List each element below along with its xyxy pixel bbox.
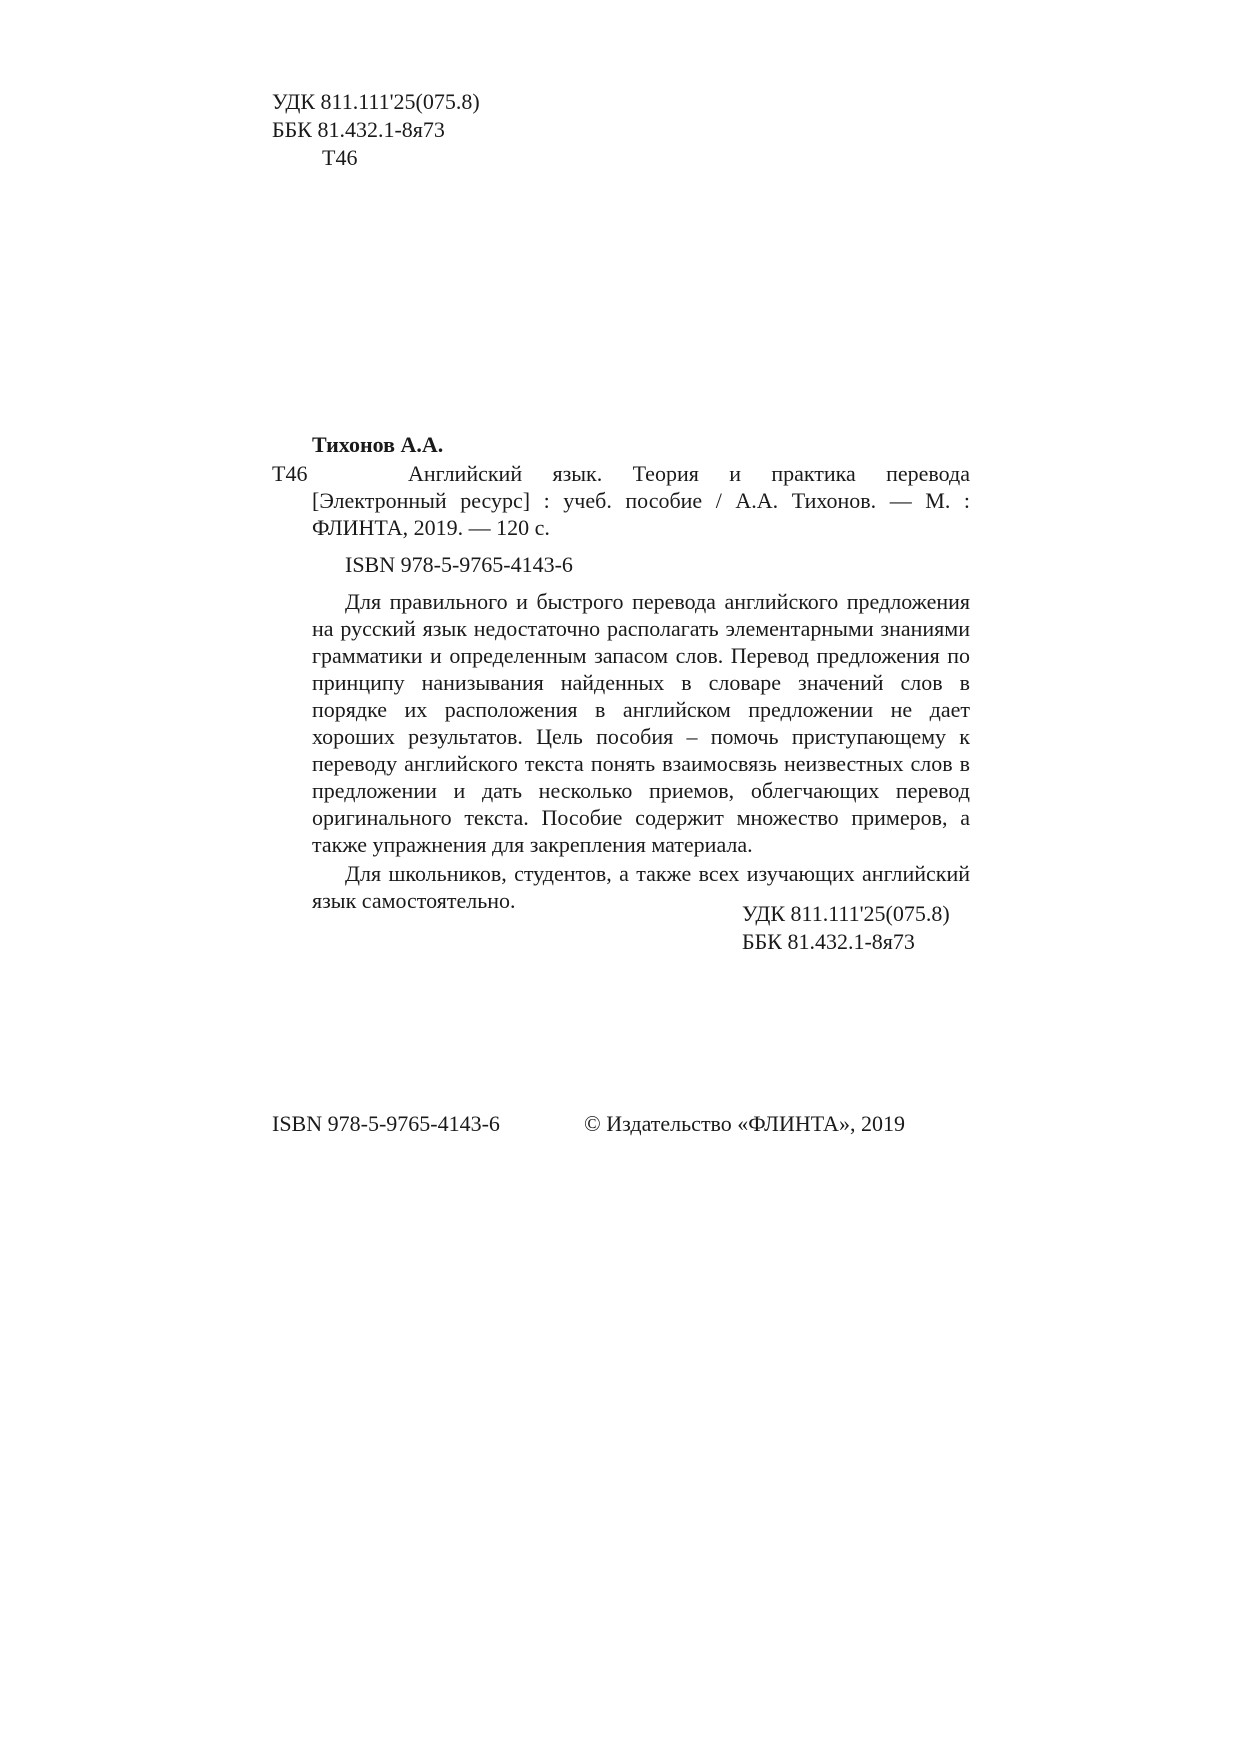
record-isbn: ISBN 978-5-9765-4143-6 (345, 552, 573, 577)
bibliographic-record (312, 460, 970, 914)
footer-isbn: ISBN 978-5-9765-4143-6 (272, 1111, 500, 1136)
author-mark-left: Т46 (272, 461, 308, 486)
bbk-code-bottom: ББК 81.432.1-8я73 (742, 929, 915, 954)
footer-copyright: © Издательство «ФЛИНТА», 2019 (584, 1111, 905, 1136)
title-description: Английский язык. Теория и практика перевода [Электронный ресурс] : учеб. пособие / А.А. Тихонов. — М. : ФЛИНТА, 2019. — 120 с. (312, 461, 970, 540)
audience-note: Для школьников, студентов, а также всех изучающих английский язык самостоятельно. (312, 861, 970, 913)
author-name: Тихонов А.А. (312, 432, 444, 457)
classification-codes-bottom (742, 900, 950, 956)
classification-codes-top (272, 88, 480, 172)
udk-code: УДК 811.111'25(075.8) (272, 89, 480, 114)
bbk-code: ББК 81.432.1-8я73 (272, 117, 445, 142)
author-mark: Т46 (322, 145, 358, 170)
annotation: Для правильного и быстрого перевода английского предложения на русский язык недостаточно располагать элементарными знаниями грамматики и определенным запасом слов. Перевод предложения по принципу нанизывания найденных в словаре значений слов в порядке их расположения в английском предложении не дает хороших результатов. Цель пособия – помочь приступающему к переводу английского текста понять взаимосвязь неизвестных слов в предложении и дать несколько приемов, облегчающих перевод оригинального текста. Пособие содержит множество примеров, а также упражнения для закрепления материала. (312, 589, 970, 857)
udk-code-bottom: УДК 811.111'25(075.8) (742, 901, 950, 926)
